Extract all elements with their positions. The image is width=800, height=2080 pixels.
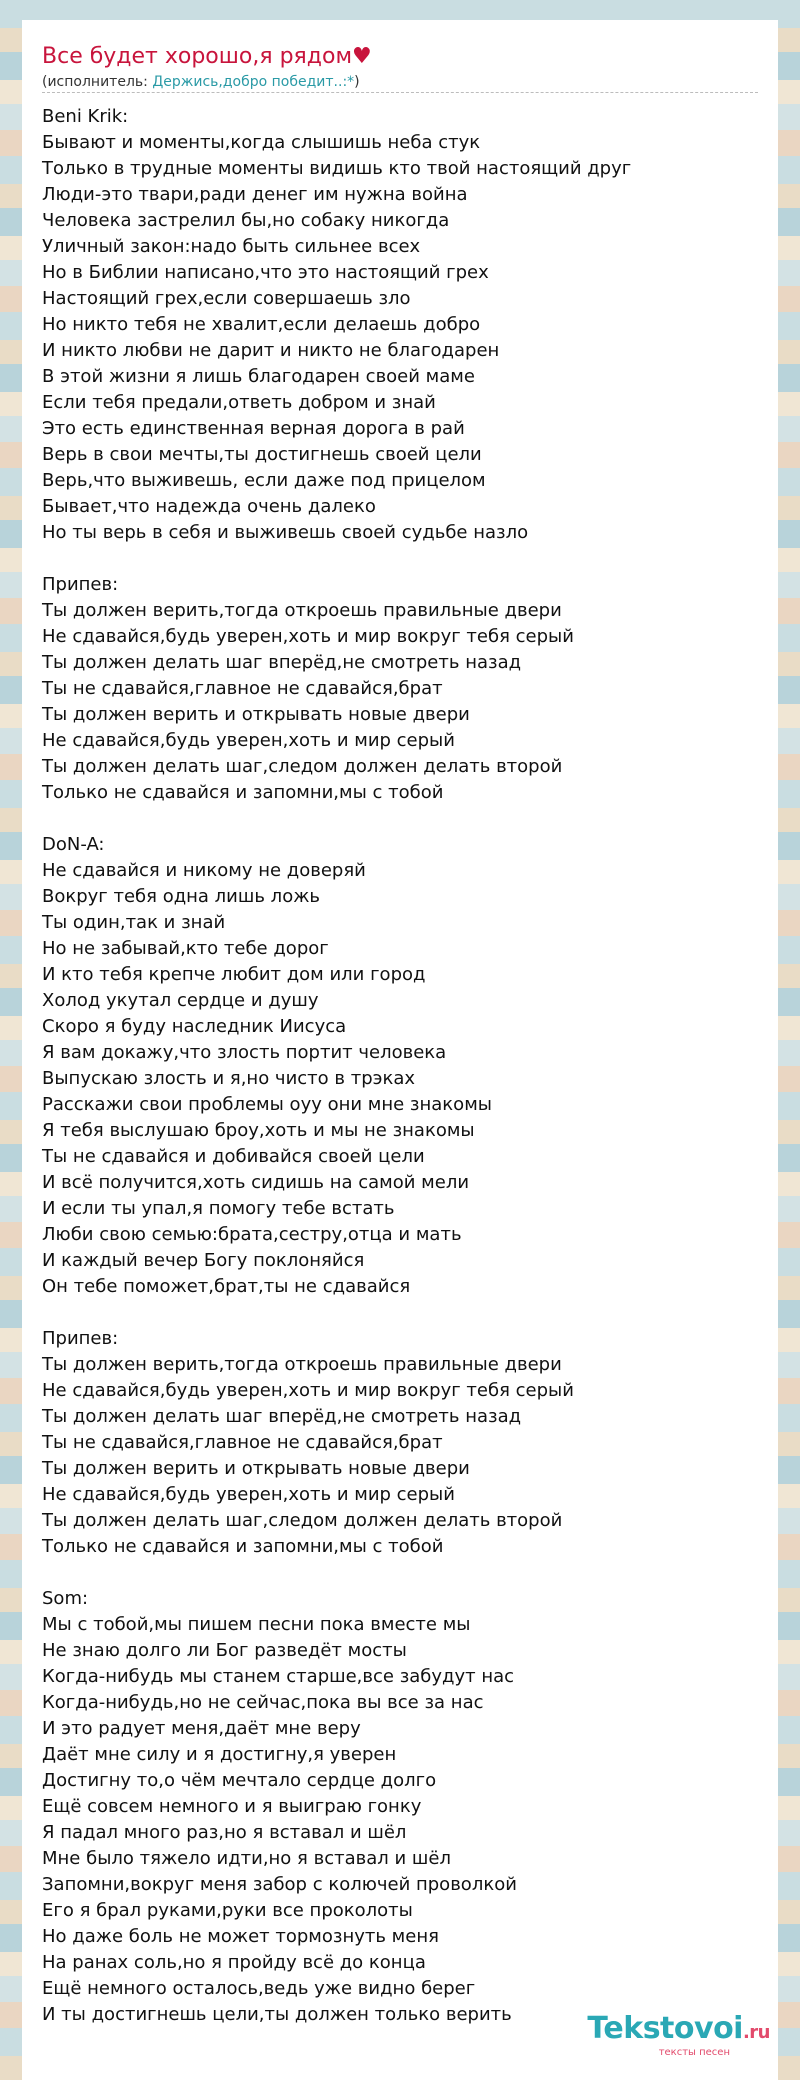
lyrics-line: Ты не сдавайся и добивайся своей цели (42, 1146, 425, 1167)
lyrics-line: Но не забывай,кто тебе дорог (42, 938, 329, 959)
lyrics-line: И всё получится,хоть сидишь на самой мели (42, 1172, 470, 1193)
lyrics-line: Но в Библии написано,что это настоящий грех (42, 262, 489, 283)
lyrics-line: Припев: (42, 1328, 119, 1349)
lyrics-line: Только не сдавайся и запомни,мы с тобой (42, 1536, 444, 1557)
lyrics-line: Только в трудные моменты видишь кто твой настоящий друг (42, 158, 632, 179)
logo-main-text: Tekstovoi (587, 2011, 743, 2046)
lyrics-line: Когда-нибудь,но не сейчас,пока вы все за нас (42, 1692, 484, 1713)
lyrics-line: И если ты упал,я помогу тебе встать (42, 1198, 395, 1219)
artist-suffix: ) (354, 74, 360, 90)
lyrics-line: Ты должен делать шаг,следом должен делать второй (42, 1510, 563, 1531)
lyrics-line: И ты достигнешь цели,ты должен только верить (42, 2004, 512, 2025)
lyrics-line: Но ты верь в себя и выживешь своей судьбе назло (42, 522, 529, 543)
lyrics-line: Не сдавайся,будь уверен,хоть и мир вокруг тебя серый (42, 626, 574, 647)
lyrics-blank-line (42, 806, 758, 832)
lyrics-line: Ты должен верить и открывать новые двери (42, 1458, 470, 1479)
lyrics-line: Я вам докажу,что злость портит человека (42, 1042, 447, 1063)
lyrics-line: И кто тебя крепче любит дом или город (42, 964, 426, 985)
lyrics-line: Ты не сдавайся,главное не сдавайся,брат (42, 1432, 443, 1453)
lyrics-line: Расскажи свои проблемы оуу они мне знакомы (42, 1094, 492, 1115)
lyrics-line: Beni Krik: (42, 106, 129, 127)
lyrics-line: Не сдавайся и никому не доверяй (42, 860, 366, 881)
lyrics-line: DoN-A: (42, 834, 105, 855)
lyrics-line: Som: (42, 1588, 89, 1609)
lyrics-line: Люби свою семью:брата,сестру,отца и мать (42, 1224, 462, 1245)
lyrics-line: Достигну то,о чём мечтало сердце долго (42, 1770, 437, 1791)
lyrics-line: Бывают и моменты,когда слышишь неба стук (42, 132, 481, 153)
lyrics-line: Его я брал руками,руки все проколоты (42, 1900, 413, 1921)
lyrics-line: Скоро я буду наследник Иисуса (42, 1016, 347, 1037)
lyrics-line: И каждый вечер Богу поклоняйся (42, 1250, 365, 1271)
lyrics-line: Ты не сдавайся,главное не сдавайся,брат (42, 678, 443, 699)
lyrics-line: Это есть единственная верная дорога в рай (42, 418, 465, 439)
lyrics-line: Ещё совсем немного и я выиграю гонку (42, 1796, 422, 1817)
logo-tagline: тексты песен (658, 2047, 730, 2058)
lyrics-blank-line (42, 546, 758, 572)
lyrics-line: Холод укутал сердце и душу (42, 990, 319, 1011)
lyrics-line: Верь,что выживешь, если даже под прицелом (42, 470, 486, 491)
lyrics-line: И это радует меня,даёт мне веру (42, 1718, 361, 1739)
lyrics-line: Даёт мне силу и я достигну,я уверен (42, 1744, 397, 1765)
lyrics-line: Когда-нибудь мы станем старше,все забудут нас (42, 1666, 515, 1687)
lyrics-line: Не сдавайся,будь уверен,хоть и мир серый (42, 1484, 455, 1505)
lyrics-line: Припев: (42, 574, 119, 595)
lyrics-line: Если тебя предали,ответь добром и знай (42, 392, 436, 413)
lyrics-line: Вокруг тебя одна лишь ложь (42, 886, 321, 907)
lyrics-blank-line (42, 1300, 758, 1326)
lyrics-line: Но даже боль не может тормознуть меня (42, 1926, 439, 1947)
lyrics-text (42, 104, 758, 2028)
artist-prefix: (исполнитель: (42, 74, 153, 90)
lyrics-line: Люди-это твари,ради денег им нужна война (42, 184, 468, 205)
lyrics-line: Ещё немного осталось,ведь уже видно берег (42, 1978, 476, 1999)
song-title: Все будет хорошо,я рядом♥ (42, 44, 372, 69)
logo-tld: .ru (742, 2022, 770, 2043)
lyrics-line: Я падал много раз,но я вставал и шёл (42, 1822, 407, 1843)
logo-wordmark (587, 2013, 770, 2049)
lyrics-line: Ты должен делать шаг,следом должен делать второй (42, 756, 563, 777)
lyrics-line: Верь в свои мечты,ты достигнешь своей цели (42, 444, 482, 465)
lyrics-line: Не сдавайся,будь уверен,хоть и мир серый (42, 730, 455, 751)
lyrics-line: Ты должен верить,тогда откроешь правильные двери (42, 600, 562, 621)
lyrics-line: Ты один,так и знай (42, 912, 226, 933)
lyrics-blank-line (42, 1560, 758, 1586)
lyrics-line: Ты должен делать шаг вперёд,не смотреть назад (42, 1406, 522, 1427)
lyrics-line: Настоящий грех,если совершаешь зло (42, 288, 411, 309)
lyrics-line: Но никто тебя не хвалит,если делаешь добро (42, 314, 481, 335)
lyrics-line: Ты должен верить,тогда откроешь правильные двери (42, 1354, 562, 1375)
lyrics-line: Человека застрелил бы,но собаку никогда (42, 210, 450, 231)
lyrics-line: Выпускаю злость и я,но чисто в трэках (42, 1068, 416, 1089)
site-logo[interactable] (587, 2013, 770, 2059)
lyrics-line: Уличный закон:надо быть сильнее всех (42, 236, 421, 257)
lyrics-line: Ты должен делать шаг вперёд,не смотреть назад (42, 652, 522, 673)
artist-link[interactable]: Держись,добро победит..:* (152, 74, 355, 90)
lyrics-line: Он тебе поможет,брат,ты не сдавайся (42, 1276, 411, 1297)
lyrics-line: Только не сдавайся и запомни,мы с тобой (42, 782, 444, 803)
artist-line (42, 72, 360, 92)
lyrics-line: Запомни,вокруг меня забор с колючей проволкой (42, 1874, 517, 1895)
lyrics-card (22, 20, 778, 2080)
lyrics-line: И никто любви не дарит и никто не благодарен (42, 340, 500, 361)
lyrics-line: Не знаю долго ли Бог разведёт мосты (42, 1640, 407, 1661)
lyrics-line: Я тебя выслушаю броу,хоть и мы не знакомы (42, 1120, 475, 1141)
lyrics-line: На ранах соль,но я пройду всё до конца (42, 1952, 426, 1973)
lyrics-line: В этой жизни я лишь благодарен своей маме (42, 366, 475, 387)
lyrics-line: Не сдавайся,будь уверен,хоть и мир вокруг тебя серый (42, 1380, 574, 1401)
lyrics-line: Мы с тобой,мы пишем песни пока вместе мы (42, 1614, 471, 1635)
lyrics-line: Ты должен верить и открывать новые двери (42, 704, 470, 725)
lyrics-line: Бывает,что надежда очень далеко (42, 496, 376, 517)
lyrics-line: Мне было тяжело идти,но я вставал и шёл (42, 1848, 451, 1869)
title-divider (42, 92, 758, 93)
